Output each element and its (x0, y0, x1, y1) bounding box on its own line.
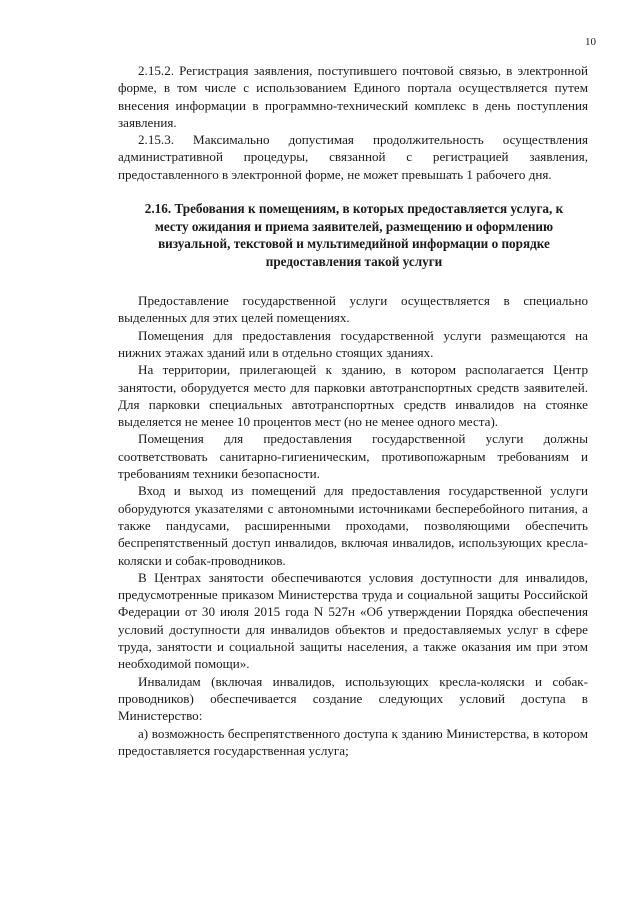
paragraph: Вход и выход из помещений для предоставления государственной услуги оборудуются указателями с автономными источниками бесперебойного питания, а также пандусами, расширенными проходами, позволяющими обеспечить беспрепятственный доступ инвалидов, включая инвалидов, использующих кресла-коляски и собак-проводников. (118, 483, 588, 568)
paragraph: В Центрах занятости обеспечиваются условия доступности для инвалидов, предусмотренные приказом Министерства труда и социальной защиты Российской Федерации от 30 июля 2015 года N 527н «Об утверждении Порядка обеспечения условий доступности для инвалидов объектов и предоставляемых услуг в сфере труда, занятости и социальной защиты населения, а также оказания им при этом необходимой помощи». (118, 569, 588, 672)
section-heading-2-16: 2.16. Требования к помещениям, в которых предоставляется услуга, к месту ожидания и приема заявителей, размещению и оформлению визуальной, текстовой и мультимедийной информации о порядке предоставления такой услуги (144, 201, 564, 269)
paragraph: а) возможность беспрепятственного доступа к зданию Министерства, в котором предоставляется государственная услуга; (118, 725, 588, 758)
paragraph: На территории, прилегающей к зданию, в котором располагается Центр занятости, оборудуется место для парковки автотранспортных средств заявителей. Для парковки специальных автотранспортных средств инвалидов на стоянке выделяется не менее 10 процентов мест (но не менее одного места). (118, 362, 588, 430)
paragraph: Инвалидам (включая инвалидов, использующих кресла-коляски и собак-проводников) обеспечивается создание следующих условий доступа в Министерство: (118, 673, 588, 724)
page-number: 10 (585, 36, 596, 48)
paragraph-2-15-3: 2.15.3. Максимально допустимая продолжительность осуществления административной процедуры, связанной с регистрацией заявления, предоставленного в электронной форме, не может превышать 1 рабочего дня. (118, 132, 588, 182)
paragraph: Помещения для предоставления государственной услуги должны соответствовать санитарно-гигиеническим, противопожарным требованиям и требованиям техники безопасности. (118, 431, 588, 482)
paragraph: Помещения для предоставления государственной услуги размещаются на нижних этажах зданий или в отдельно стоящих зданиях. (118, 327, 588, 360)
document-body (118, 62, 588, 759)
paragraph: Предоставление государственной услуги осуществляется в специально выделенных для этих целей помещениях. (118, 293, 588, 326)
paragraph-2-15-2: 2.15.2. Регистрация заявления, поступившего почтовой связью, в электронной форме, в том числе с использованием Единого портала осуществляется путем внесения информации в программно-технический комплекс в день поступления заявления. (118, 63, 588, 130)
